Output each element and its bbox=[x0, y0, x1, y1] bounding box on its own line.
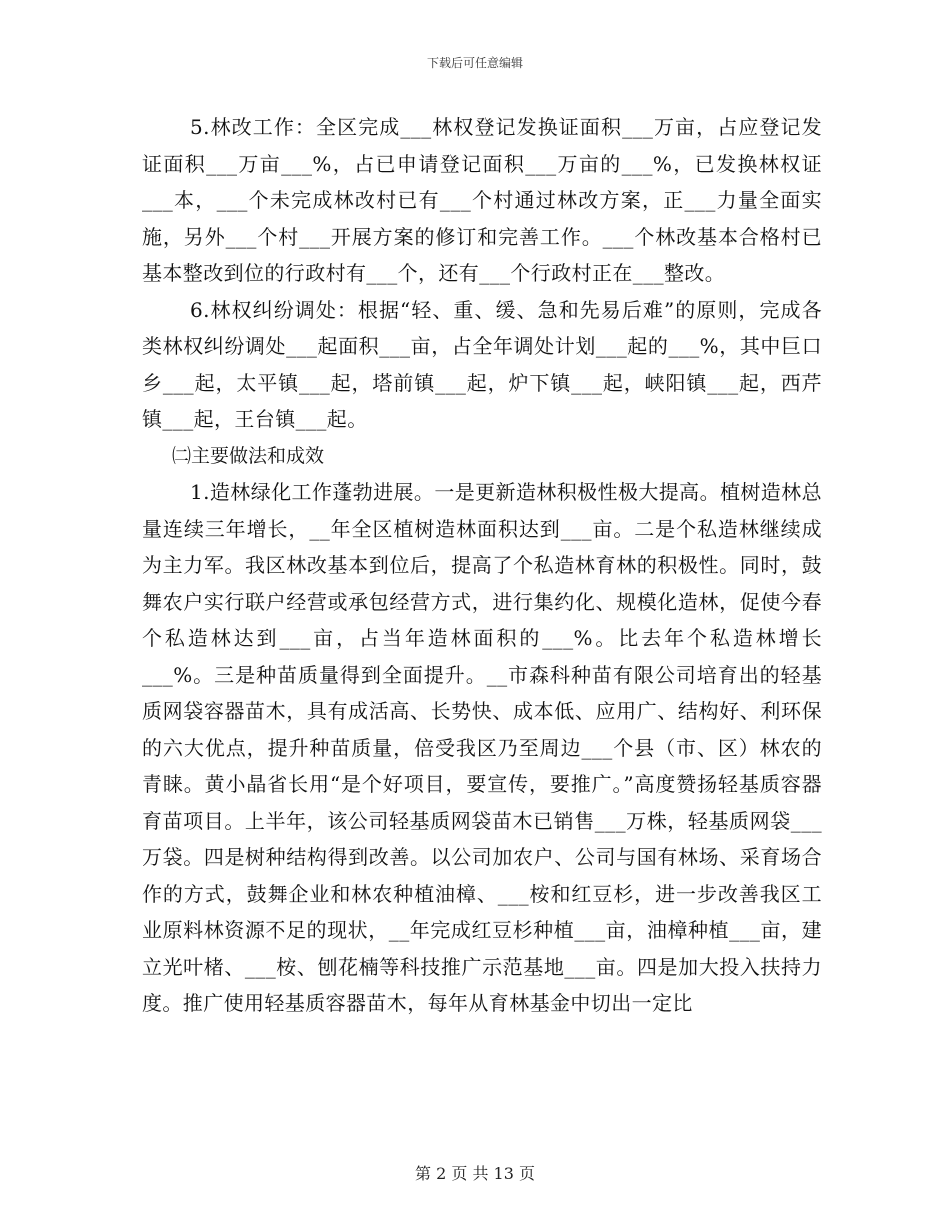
paragraph-dispute-resolution: 6.林权纠纷调处：根据“轻、重、缓、急和先易后难”的原则，完成各类林权纠纷调处___起面积___亩，占全年调处计划___起的___%，其中巨口乡___起，太平镇___起，塔前镇___起，炉下镇___起，峡阳镇___起，西芹镇___起，王台镇___起。 bbox=[142, 297, 822, 431]
page-header: 下载后可任意编辑 bbox=[426, 56, 523, 70]
document-body bbox=[142, 109, 822, 1022]
paragraph-afforestation: 1.造林绿化工作蓬勃进展。一是更新造林积极性极大提高。植树造林总量连续三年增长，__年全区植树造林面积达到___亩。二是个私造林继续成为主力军。我区林改基本到位后，提高了个私造林育林的积极性。同时，鼓舞农户实行联户经营或承包经营方式，进行集约化、规模化造林，促使今春个私造林达到___亩，占当年造林面积的___%。比去年个私造林增长___%。三是种苗质量得到全面提升。__市森科种苗有限公司培育出的轻基质网袋容器苗木，具有成活高、长势快、成本低、应用广、结构好、利环保的六大优点，提升种苗质量，倍受我区乃至周边___个县（市、区）林农的青睐。黄小晶省长用“是个好项目，要宣传，要推广。”高度赞扬轻基质容器育苗项目。上半年，该公司轻基质网袋苗木已销售___万株，轻基质网袋___万袋。四是树种结构得到改善。以公司加农户、公司与国有林场、采育场合作的方式，鼓舞企业和林农种植油樟、___桉和红豆杉，进一步改善我区工业原料林资源不足的现状，__年完成红豆杉种植___亩，油樟种植___亩，建立光叶楮、___桉、刨花楠等科技推广示范基地___亩。四是加大投入扶持力度。推广使用轻基质容器苗木，每年从育林基金中切出一定比 bbox=[142, 480, 822, 1015]
paragraph-forest-reform: 5.林改工作：全区完成___林权登记发换证面积___万亩，占应登记发证面积___万亩___%，占已申请登记面积___万亩的___%，已发换林权证___本，___个未完成林改村已有___个村通过林改方案，正___力量全面实施，另外___个村___开展方案的修订和完善工作。___个林改基本合格村已基本整改到位的行政村有___个，还有___个行政村正在___整改。 bbox=[142, 115, 822, 285]
page-footer: 第 2 页 共 13 页 bbox=[415, 1164, 535, 1183]
section-heading: ㈡主要做法和成效 bbox=[172, 444, 325, 467]
